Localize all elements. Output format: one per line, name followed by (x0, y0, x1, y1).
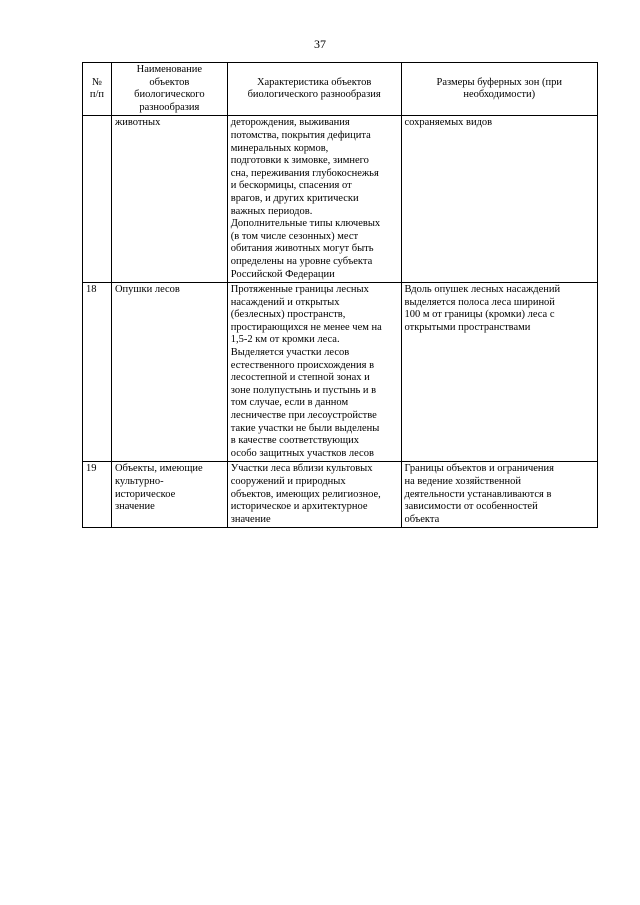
row-buffer-cell: сохраняемых видов (401, 116, 598, 283)
header-characteristic: Характеристика объектов биологического разнообразия (227, 63, 401, 116)
row-buffer-cell: Границы объектов и ограничения на ведение хозяйственной деятельности устанавливаются в зависимости от особенностей объекта (401, 462, 598, 528)
row-number-cell (83, 116, 112, 283)
row-characteristic-cell: деторождения, выживания потомства, покрытия дефицита минеральных кормов, подготовки к зимовке, зимнего сна, переживания глубокоснежья и бескормицы, спасения от врагов, и других критически важных периодов. Дополнительные типы ключевых (в том числе сезонных) мест обитания животных могут быть определены на уровне субъекта Российской Федерации (227, 116, 401, 283)
header-object-name: Наименование объектов биологического разнообразия (111, 63, 227, 116)
table-row (83, 116, 598, 283)
row-name-cell: Опушки лесов (111, 283, 227, 462)
header-number: № п/п (83, 63, 112, 116)
row-number-cell: 19 (83, 462, 112, 528)
data-table (82, 62, 598, 528)
page-number: 37 (314, 37, 326, 51)
table-row (83, 462, 598, 528)
row-name-cell: Объекты, имеющие культурно- историческое значение (111, 462, 227, 528)
row-characteristic-cell: Протяженные границы лесных насаждений и открытых (безлесных) пространств, простирающихся не менее чем на 1,5-2 км от кромки леса. Выделяется участки лесов естественного происхождения в лесостепной и степной зонах и зоне полупустынь и пустынь и в том случае, если в данном лесничестве при лесоустройстве такие участки не были выделены в качестве соответствующих особо защитных участков лесов (227, 283, 401, 462)
row-number-cell: 18 (83, 283, 112, 462)
table-header-row (83, 63, 598, 116)
header-buffer-size: Размеры буферных зон (при необходимости) (401, 63, 598, 116)
row-buffer-cell: Вдоль опушек лесных насаждений выделяется полоса леса шириной 100 м от границы (кромки) леса с открытыми пространствами (401, 283, 598, 462)
table-row (83, 283, 598, 462)
row-characteristic-cell: Участки леса вблизи культовых сооружений и природных объектов, имеющих религиозное, историческое и архитектурное значение (227, 462, 401, 528)
row-name-cell: животных (111, 116, 227, 283)
